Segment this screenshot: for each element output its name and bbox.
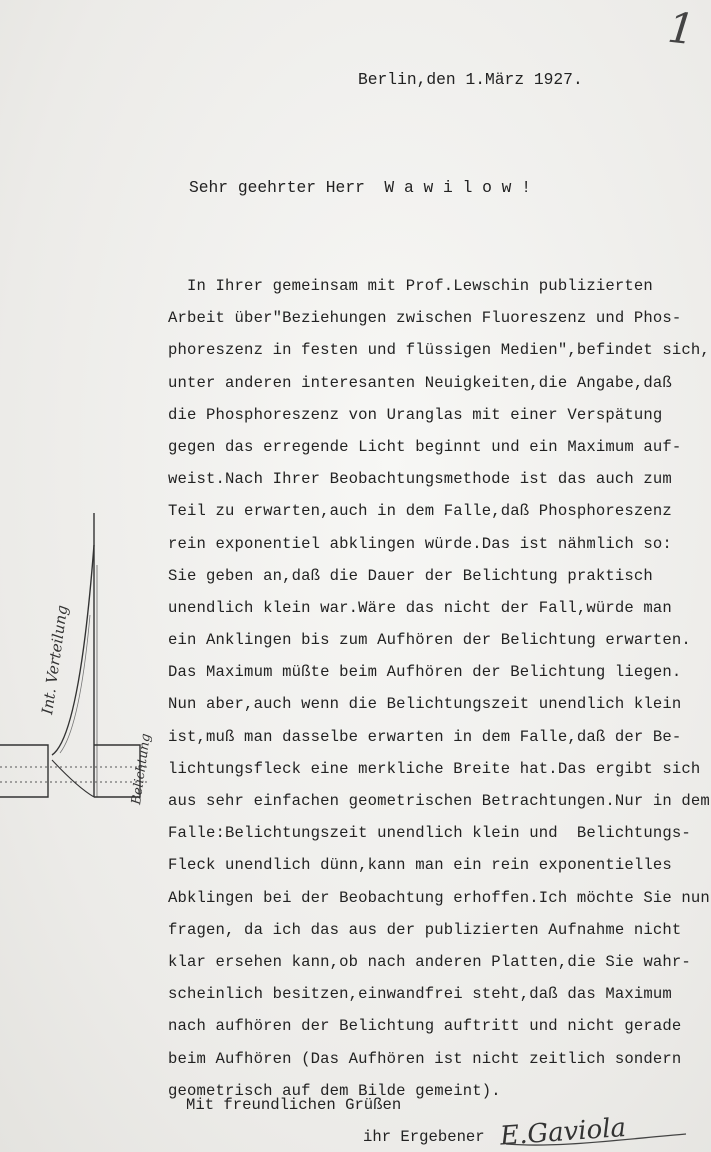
body-line: beim Aufhören (Das Aufhören ist nicht zeitlich sondern: [168, 1049, 682, 1068]
body-line: Teil zu erwarten,auch in dem Falle,daß Phosphoreszenz: [168, 502, 672, 521]
body-line: gegen das erregende Licht beginnt und ein Maximum auf-: [168, 437, 682, 456]
body-line: die Phosphoreszenz von Uranglas mit einer Verspätung: [168, 405, 663, 424]
body-line: ein Anklingen bis zum Aufhören der Belichtung erwarten.: [168, 631, 691, 650]
body-line: Sie geben an,daß die Dauer der Belichtung praktisch: [168, 566, 653, 585]
body-line: In Ihrer gemeinsam mit Prof.Lewschin publizierten: [168, 277, 653, 295]
body-line: klar ersehen kann,ob nach anderen Platten,die Sie wahr-: [168, 952, 691, 971]
body-line: nach aufhören der Belichtung auftritt und nicht gerade: [168, 1017, 682, 1036]
sketch-label-exposure: Belichtung: [129, 732, 154, 806]
body-line: aus sehr einfachen geometrischen Betrachtungen.Nur in dem: [168, 792, 710, 810]
body-line: lichtungsfleck eine merkliche Breite hat.Das ergibt sich: [168, 759, 701, 778]
body-line: phoreszenz in festen und flüssigen Medien",befindet sich,: [168, 341, 710, 360]
body-line: Nun aber,auch wenn die Belichtungszeit unendlich klein: [168, 695, 682, 714]
body-line: unendlich klein war.Wäre das nicht der Fall,würde man: [168, 598, 672, 617]
body-line: unter anderen interesanten Neuigkeiten,die Angabe,daß: [168, 373, 672, 392]
closing: Mit freundlichen Grüßen: [186, 1096, 402, 1114]
body-line: scheinlich besitzen,einwandfrei steht,daß das Maximum: [168, 985, 672, 1004]
body-line: Falle:Belichtungszeit unendlich klein und Belichtungs-: [168, 824, 691, 843]
sketch-label-distribution: Int. Verteilung: [38, 604, 72, 716]
signoff: ihr Ergebener: [363, 1128, 485, 1146]
body-line: Fleck unendlich dünn,kann man ein rein exponentielles: [168, 856, 672, 875]
body-line: Abklingen bei der Beobachtung erhoffen.Ich möchte Sie nun: [168, 888, 710, 907]
letter-body: [168, 270, 708, 1107]
salutation: Sehr geehrter Herr W a w i l o w !: [189, 178, 531, 197]
body-line: weist.Nach Ihrer Beobachtungsmethode ist das auch zum: [168, 470, 672, 489]
margin-sketch: [0, 505, 170, 810]
body-line: rein exponentiel abklingen würde.Das ist nähmlich so:: [168, 534, 672, 553]
signature: [496, 1108, 696, 1152]
dateline: Berlin,den 1.März 1927.: [358, 70, 583, 89]
signature-text: E.Gaviola: [499, 1112, 627, 1152]
body-line: Arbeit über"Beziehungen zwischen Fluoreszenz und Phos-: [168, 309, 682, 328]
body-line: Das Maximum müßte beim Aufhören der Belichtung liegen.: [168, 663, 682, 682]
page-number: 1: [665, 2, 698, 55]
body-line: geometrisch auf dem Bilde gemeint).: [168, 1081, 501, 1100]
sketch-left-box: [0, 745, 48, 797]
body-line: fragen, da ich das aus der publizierten Aufnahme nicht: [168, 920, 682, 939]
body-line: ist,muß man dasselbe erwarten in dem Falle,daß der Be-: [168, 727, 682, 746]
